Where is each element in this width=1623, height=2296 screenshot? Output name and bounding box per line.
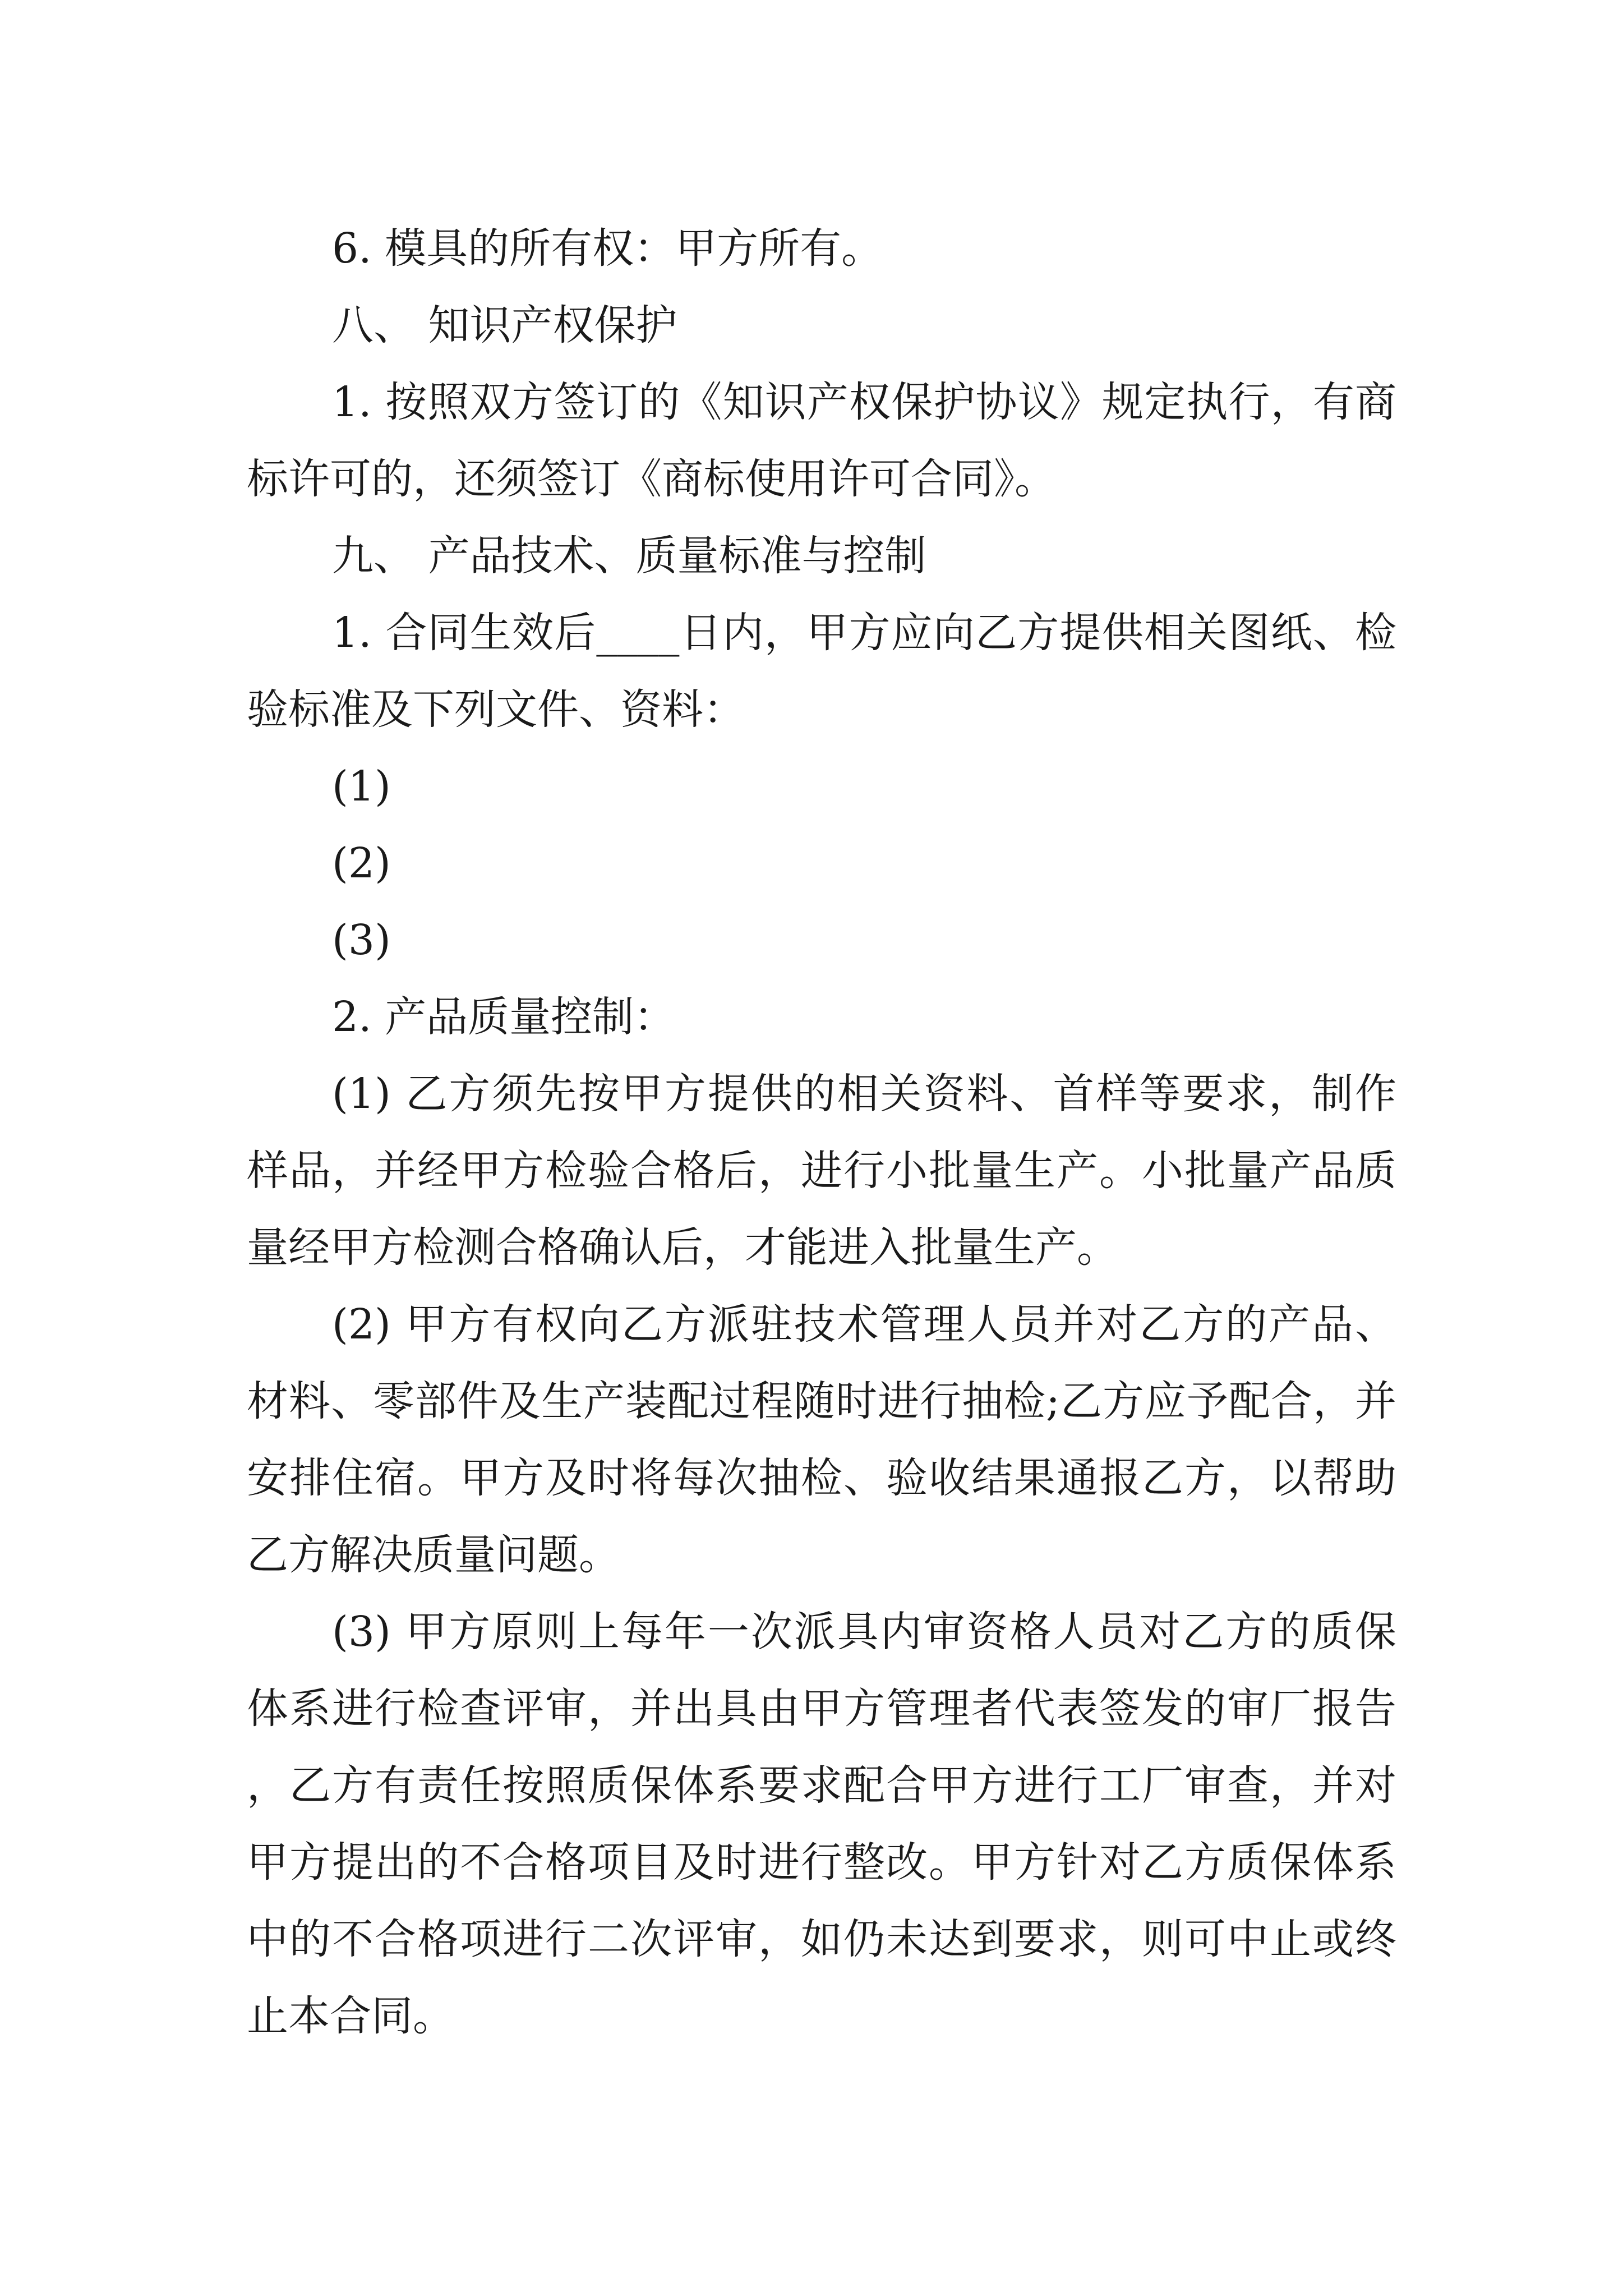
- clause-sample-production: (1) 乙方须先按甲方提供的相关资料、首样等要求，制作样品，并经甲方检验合格后，进行小批量生产。小批量产品质量经甲方检测合格确认后，才能进入批量生产。: [247, 1070, 1396, 1272]
- clause-documents: 1. 合同生效后____日内，甲方应向乙方提供相关图纸、检验标准及下列文件、资料：: [247, 609, 1396, 734]
- list-item-3: (3): [332, 916, 391, 964]
- list-item-1: (1): [332, 762, 391, 811]
- list-item-2: (2): [332, 839, 391, 887]
- clause-audit: (3) 甲方原则上每年一次派具内审资格人员对乙方的质保体系进行检查评审，并出具由甲方管理者代表签发的审厂报告，乙方有责任按照质保体系要求配合甲方进行工厂审查，并对甲方提出的不合格项目及时进行整改。甲方针对乙方质保体系中的不合格项进行二次评审，如仍未达到要求，则可中止或终止本合同。: [247, 1608, 1396, 2040]
- clause-ip-agreement: 1. 按照双方签订的《知识产权保护协议》规定执行，有商标许可的，还须签订《商标使用许可合同》。: [247, 378, 1396, 503]
- document-body: [247, 210, 1396, 2055]
- clause-inspection: (2) 甲方有权向乙方派驻技术管理人员并对乙方的产品、材料、零部件及生产装配过程随时进行抽检;乙方应予配合，并安排住宿。甲方及时将每次抽检、验收结果通报乙方，以帮助乙方解决质量问题。: [247, 1300, 1396, 1579]
- clause-mold-ownership: 6. 模具的所有权：甲方所有。: [332, 224, 883, 273]
- clause-quality-control: 2. 产品质量控制：: [332, 993, 676, 1041]
- section-heading-quality: 九、 产品技术、质量标准与控制: [332, 532, 926, 580]
- section-heading-ip: 八、 知识产权保护: [332, 301, 677, 349]
